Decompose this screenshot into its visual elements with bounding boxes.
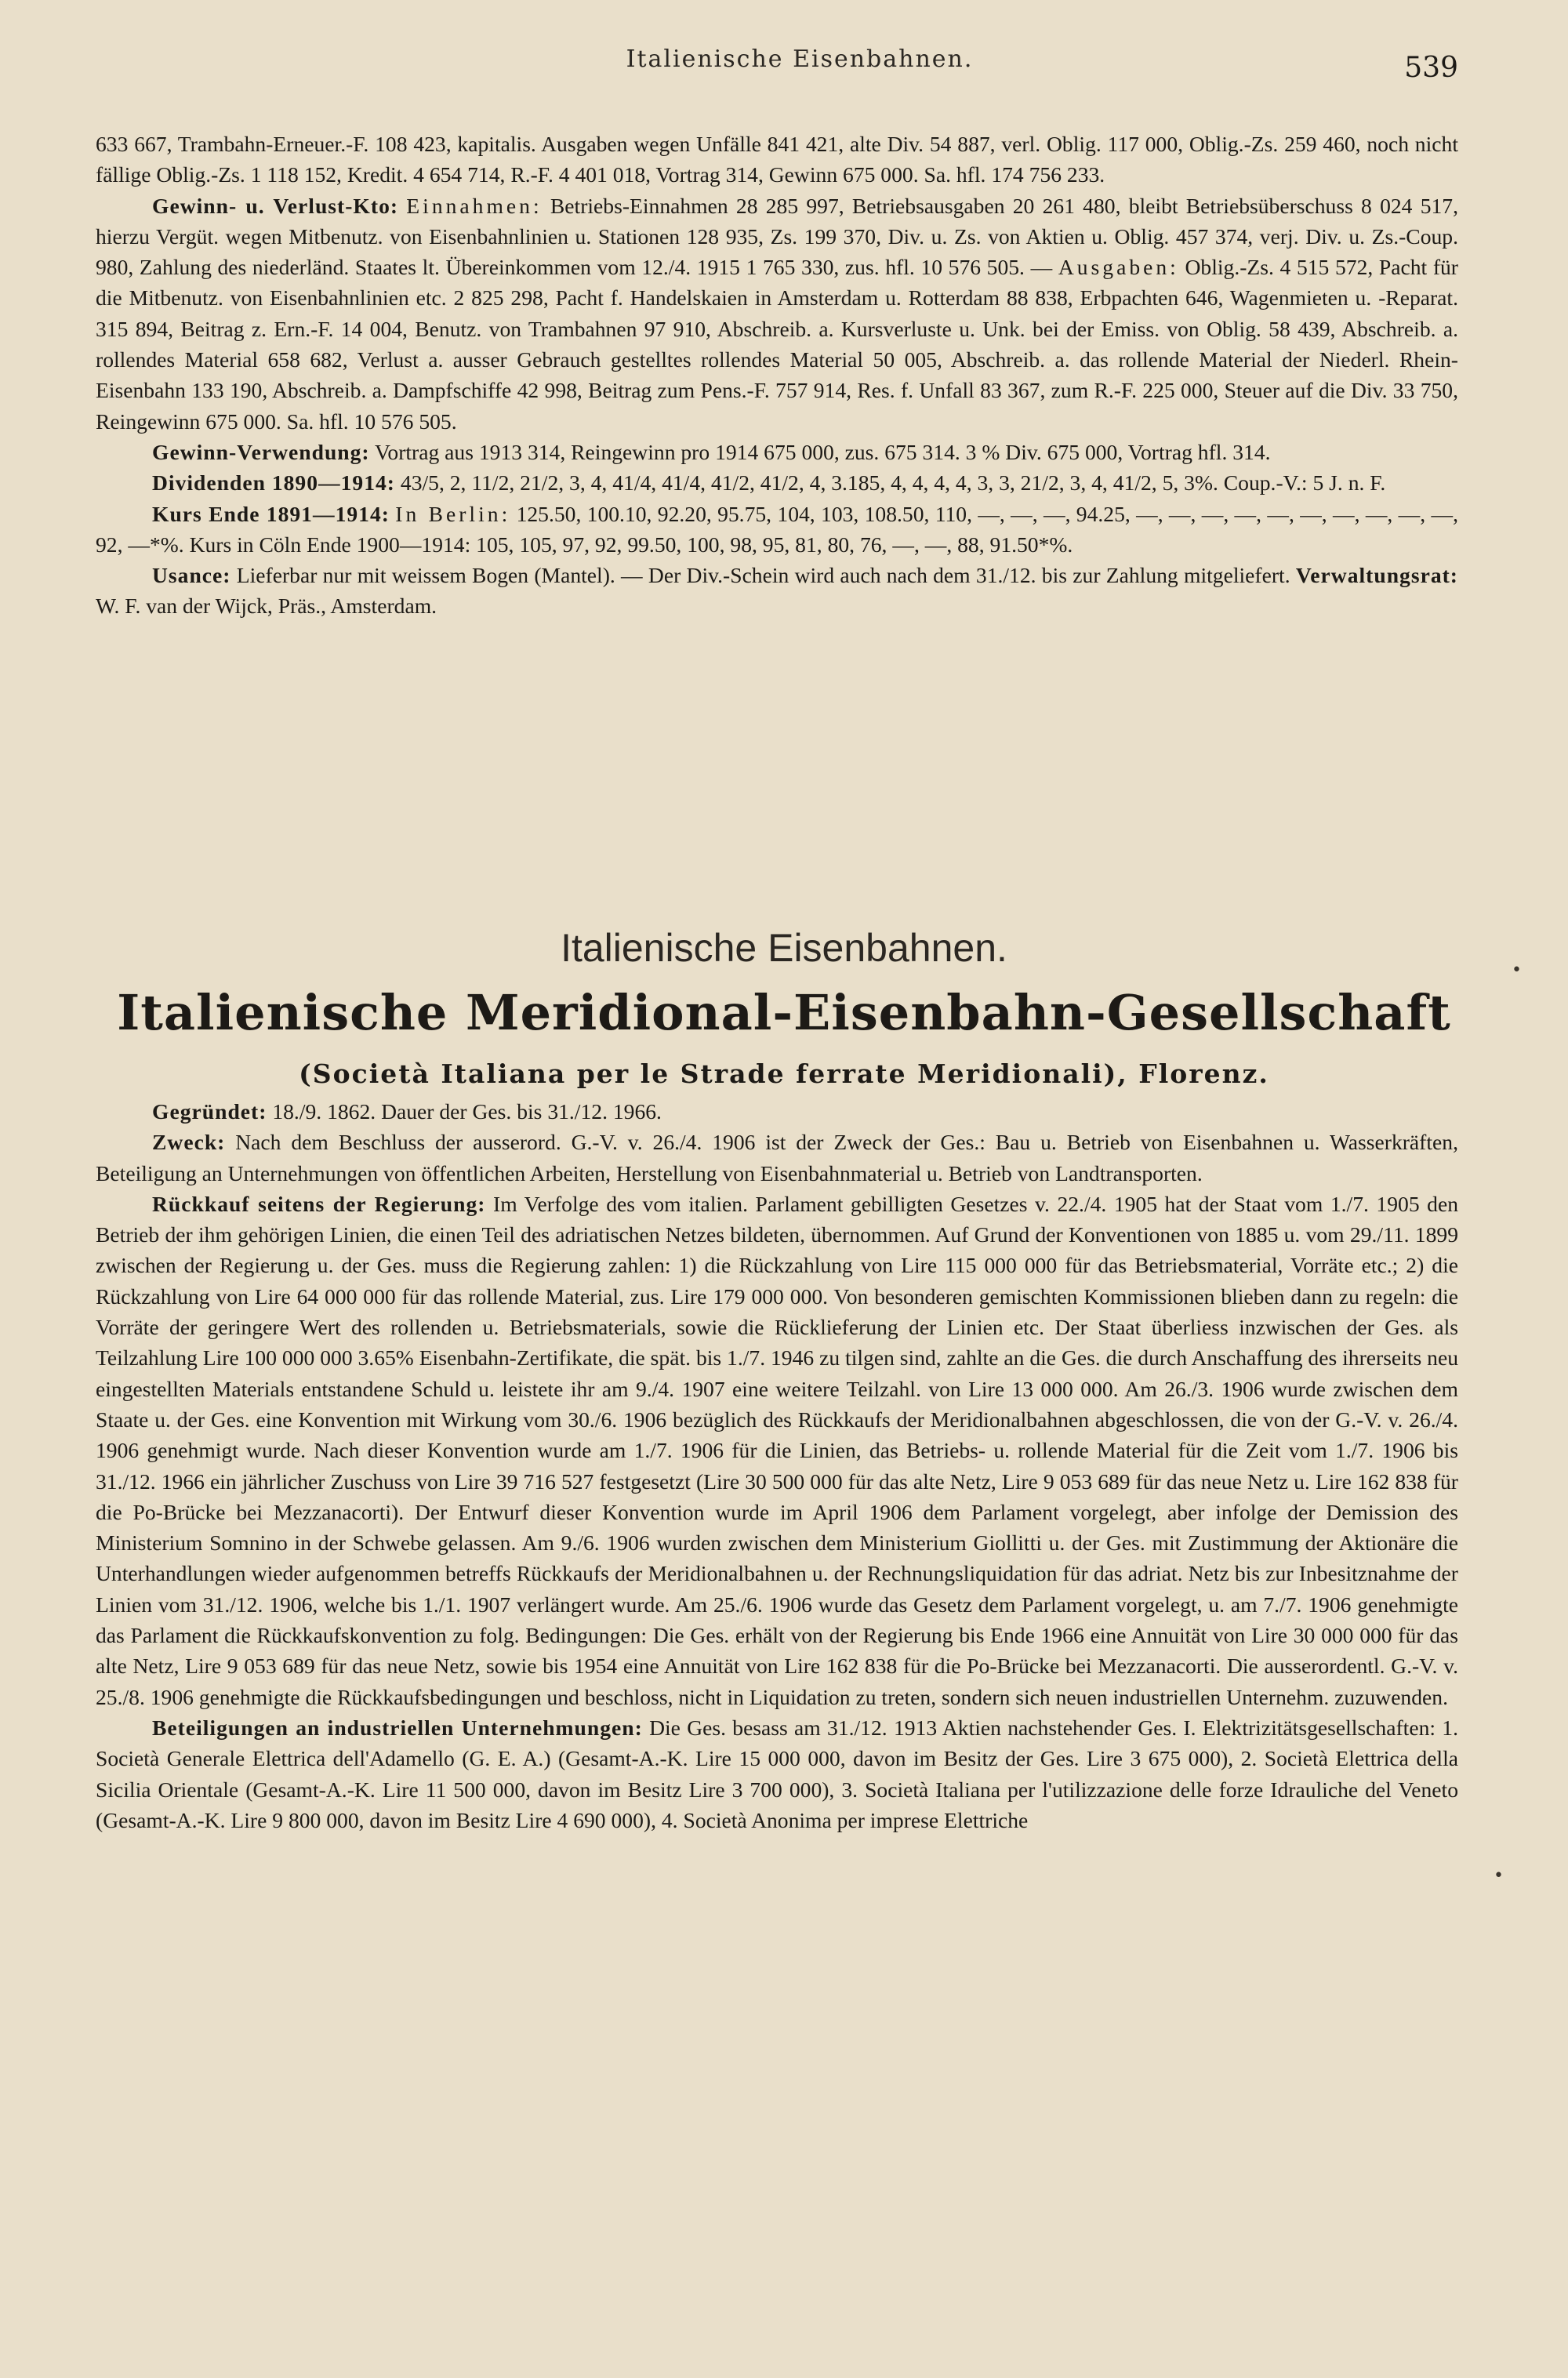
verwendung-label: Gewinn-Verwendung: — [152, 439, 370, 464]
verwendung-paragraph: Gewinn-Verwendung: Vortrag aus 1913 314, Reingewinn pro 1914 675 000, zus. 675 314. 3 % Div. 675 000, Vortrag hfl. 314. — [152, 439, 1271, 464]
gegruendet-paragraph: Gegründet: 18./9. 1862. Dauer der Ges. bis 31./12. 1966. — [152, 1099, 662, 1124]
usance-label: Usance: — [152, 563, 231, 588]
dividenden-label: Dividenden 1890—1914: — [152, 470, 395, 496]
rueckkauf-label: Rückkauf seitens der Regierung: — [152, 1191, 486, 1216]
company-entry — [96, 1096, 1458, 1835]
kurs-label: Kurs Ende 1891—1914: — [152, 501, 390, 526]
company-subtitle: (Società Italiana per le Strade ferrate Meridionali), Florenz. — [299, 1058, 1269, 1089]
guv-einnahmen-label: Einnahmen: — [406, 193, 543, 218]
guv-ausgaben-label: Ausgaben: — [1058, 255, 1179, 280]
margin-dot: • — [1512, 960, 1522, 980]
guv-paragraph: Gewinn- u. Verlust-Kto: Einnahmen: Betriebs-Einnahmen 28 285 997, Betriebsausgaben 20 261 480, bleibt Betriebsüberschuss 8 024 517, hierzu Vergüt. wegen Mitbenutz. von Eisenbahnlinien u. Stationen 128 935, Zs. 199 370, Div. u. Zs. von Aktien u. Oblig. 457 374, verj. Div. u. Zs.-Coup. 980, Zahlung des niederländ. Staates lt. Übereinkommen vom 12./4. 1915 1 765 330, zus. hfl. 10 576 505. — Ausgaben: Oblig.-Zs. 4 515 572, Pacht für die Mitbenutz. von Eisenbahnlinien etc. 2 825 298, Pacht f. Handelskaien in Amsterdam u. Rotterdam 88 838, Erbpachten 646, Wagenmieten u. -Reparat. 315 894, Beitrag z. Ern.-F. 14 004, Benutz. von Trambahnen 97 910, Abschreib. a. Kursverluste u. Unk. bei der Emiss. von Oblig. 58 439, Abschreib. a. rollendes Material 658 682, Verlust a. ausser Gebrauch gestelltes rollendes Material 50 005, Abschreib. a. das rollende Material der Niederl. Rhein-Eisenbahn 133 190, Abschreib. a. Dampfschiffe 42 998, Beitrag zum Pens.-F. 757 914, Res. f. Unfall 83 367, zum R.-F. 225 000, Steuer auf die Div. 33 750, Reingewinn 675 000. Sa. hfl. 10 576 505. — [96, 193, 1458, 434]
company-title: Italienische Meridional-Eisenbahn-Gesellschaft — [117, 984, 1451, 1041]
dividenden-paragraph: Dividenden 1890—1914: 43/5, 2, 11/2, 21/2, 3, 4, 41/4, 41/4, 41/2, 41/2, 4, 3.185, 4, 4, 4, 4, 3, 3, 21/2, 3, 4, 41/2, 5, 3%. Coup.-V.: 5 J. n. F. — [152, 470, 1386, 496]
verwaltungsrat-label: Verwaltungsrat: — [1295, 563, 1458, 588]
section-heading: Italienische Eisenbahnen. — [561, 926, 1007, 970]
usance-paragraph: Usance: Lieferbar nur mit weissem Bogen (Mantel). — Der Div.-Schein wird auch nach dem 31./12. bis zur Zahlung mitgeliefert. Verwaltungsrat: W. F. van der Wijck, Präs., Amsterdam. — [96, 563, 1458, 619]
kurs-paragraph: Kurs Ende 1891—1914: In Berlin: 125.50, 100.10, 92.20, 95.75, 104, 103, 108.50, 110, —, —, —, 94.25, —, —, —, —, —, —, —, —, —, —, 92, —*%. Kurs in Cöln Ende 1900—1914: 105, 105, 97, 92, 99.50, 100, 98, 95, 81, 80, 76, —, —, 88, 91.50*%. — [96, 501, 1458, 557]
guv-label: Gewinn- u. Verlust-Kto: — [152, 193, 399, 218]
rueckkauf-paragraph: Rückkauf seitens der Regierung: Im Verfolge des vom italien. Parlament gebilligten Gesetzes v. 22./4. 1905 hat der Staat vom 1./7. 1905 den Betrieb der ihm gehörigen Linien, die einen Teil des adriatischen Netzes bildeten, übernommen. Auf Grund der Konventionen von 1885 u. vom 29./11. 1899 zwischen der Regierung u. der Ges. muss die Regierung zahlen: 1) die Rückzahlung von Lire 115 000 000 für das Betriebsmaterial, Vorräte etc.; 2) die Rückzahlung von Lire 64 000 000 für das rollende Material, zus. Lire 179 000 000. Von besonderen gemischten Kommissionen blieben dann zu regeln: die Vorräte der geringere Wert des rollenden u. Betriebsmaterials, sowie die Rücklieferung der Linien etc. Der Staat überliess inzwischen der Ges. als Teilzahlung Lire 100 000 000 3.65% Eisenbahn-Zertifikate, die spät. bis 1./7. 1946 zu tilgen sind, zahlte an die Ges. die durch Anschaffung des ihrerseits neu eingestellten Materials entstandene Schuld u. leistete ihr am 9./4. 1907 eine weitere Teilzahl. von Lire 13 000 000. Am 26./3. 1906 wurde zwischen dem Staate u. der Ges. eine Konvention mit Wirkung vom 30./6. 1906 bezüglich des Rückkaufs der Meridionalbahnen abgeschlossen, die von der G.-V. v. 26./4. 1906 genehmigt wurde. Nach dieser Konvention wurde am 1./7. 1906 für die Linien, das Betriebs- u. rollende Material für die Zeit vom 1./7. 1906 bis 31./12. 1966 ein jährlicher Zuschuss von Lire 39 716 527 festgesetzt (Lire 30 500 000 für das alte Netz, Lire 9 053 689 für das neue Netz u. Lire 162 838 für die Po-Brücke bei Mezzanacorti). Der Entwurf dieser Konvention wurde im April 1906 dem Parlament vorgelegt, aber infolge der Demission des Ministerium Somnino in der Schwebe gelassen. Am 9./6. 1906 wurden zwischen dem Ministerium Giollitti u. der Ges. mit Zustimmung der Aktionäre die Unterhandlungen wieder aufgenommen betreffs Rückkaufs der Meridionalbahnen u. der Rechnungsliquidation für das adriat. Netz bis zur Inbesitznahme der Linien vom 31./12. 1906, welche bis 1./1. 1907 verlängert wurde. Am 25./6. 1906 wurde das Gesetz dem Parlament vorgelegt, u. am 7./7. 1906 genehmigte das Parlament die Rückkaufskonvention zu folg. Bedingungen: Die Ges. erhält von der Regierung bis Ende 1966 eine Annuität von Lire 30 000 000 für das alte Netz, Lire 9 053 689 für das neue Netz, sowie bis 1954 eine Annuität von Lire 162 838 für die Po-Brücke bei Mezzanacorti. Die ausserordentl. G.-V. v. 25./8. 1906 genehmigte die Rückkaufsbedingungen und beschloss, nicht in Liquidation zu treten, sondern sich neuen industriellen Unternehm. zuzuwenden. — [96, 1191, 1458, 1709]
page-number: 539 — [1404, 52, 1458, 84]
zweck-label: Zweck: — [152, 1130, 226, 1155]
continuation-block — [96, 129, 1458, 622]
running-head: Italienische Eisenbahnen. — [626, 45, 974, 73]
beteiligungen-label: Beteiligungen an industriellen Unternehmungen: — [152, 1715, 643, 1740]
kurs-berlin-label: In Berlin: — [395, 501, 511, 526]
zweck-paragraph: Zweck: Nach dem Beschluss der ausserord. G.-V. v. 26./4. 1906 ist der Zweck der Ges.: Bau u. Betrieb von Eisenbahnen u. Wasserkräften, Beteiligung an Unternehmungen von öffentlichen Arbeiten, Herstellung von Eisenbahnmaterial u. Betrieb von Landtransporten. — [96, 1130, 1458, 1185]
gegruendet-label: Gegründet: — [152, 1099, 267, 1124]
beteiligungen-paragraph: Beteiligungen an industriellen Unternehmungen: Die Ges. besass am 31./12. 1913 Aktien nachstehender Ges. I. Elektrizitätsgesellschaften: 1. Società Generale Elettrica dell'Adamello (G. E. A.) (Gesamt-A.-K. Lire 15 000 000, davon im Besitz der Ges. Lire 3 675 000), 2. Società Elettrica della Sicilia Orientale (Gesamt-A.-K. Lire 11 500 000, davon im Besitz Lire 3 700 000), 3. Società Italiana per l'utilizzazione delle forze Idrauliche del Veneto (Gesamt-A.-K. Lire 9 800 000, davon im Besitz Lire 4 690 000), 4. Società Anonima per imprese Elettriche — [96, 1715, 1459, 1832]
balance-continuation: 633 667, Trambahn-Erneuer.-F. 108 423, kapitalis. Ausgaben wegen Unfälle 841 421, alte Div. 54 887, verl. Oblig. 117 000, Oblig.-Zs. 259 460, noch nicht fällige Oblig.-Zs. 1 118 152, Kredit. 4 654 714, R.-F. 4 401 018, Vortrag 314, Gewinn 675 000. Sa. hfl. 174 756 233. — [96, 132, 1458, 187]
margin-dot: • — [1494, 1866, 1504, 1886]
